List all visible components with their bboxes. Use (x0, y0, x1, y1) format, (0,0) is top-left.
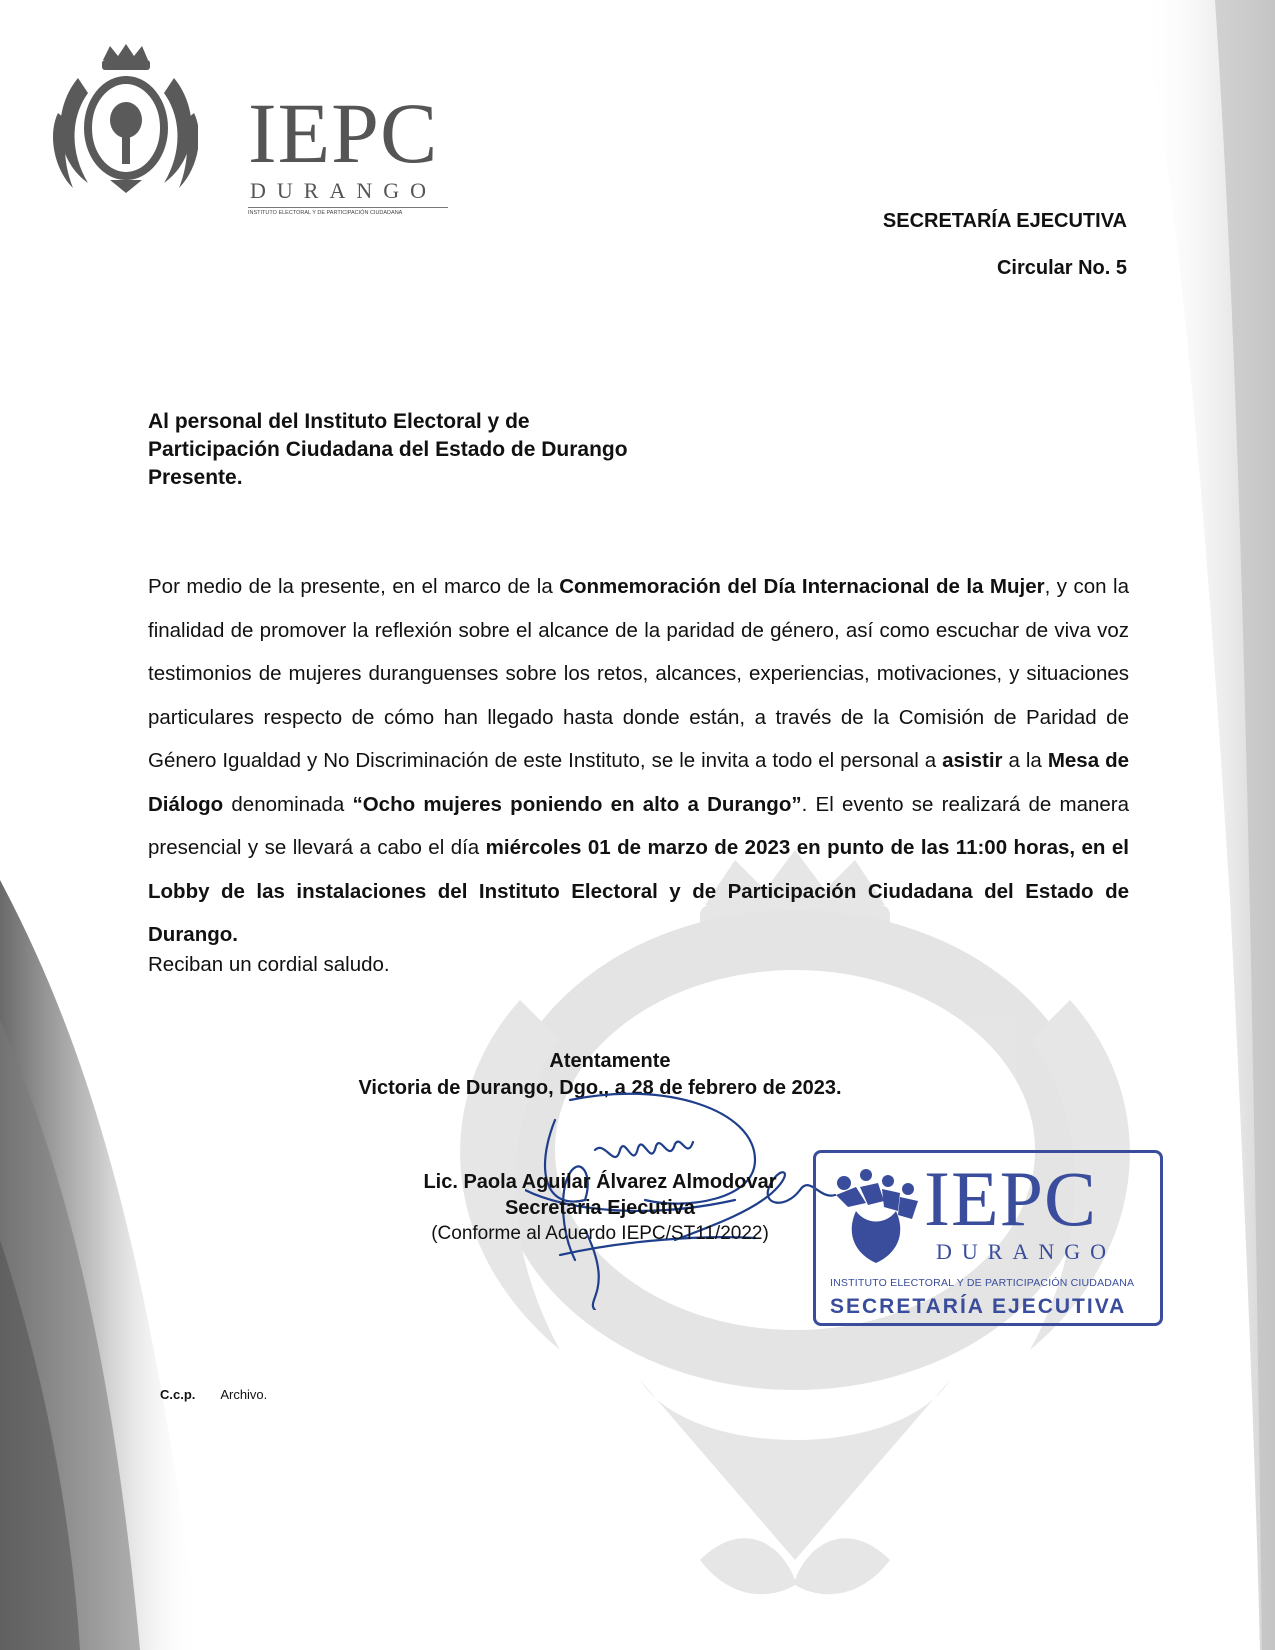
body-paragraph (148, 565, 1129, 957)
body-text-1: Por medio de la presente, en el marco de la (148, 575, 560, 598)
stamp-institute: INSTITUTO ELECTORAL Y DE PARTICIPACIÓN CIUDADANA (830, 1277, 1135, 1289)
ccp-value: Archivo. (220, 1387, 268, 1402)
circular-number: Circular No. 5 (996, 257, 1127, 279)
iepc-logo (48, 38, 439, 216)
stamp-office: SECRETARÍA EJECUTIVA (830, 1295, 1127, 1318)
body-text-3: a la (1002, 749, 1048, 772)
ccp-label: C.c.p. (160, 1387, 196, 1402)
logo-institute: INSTITUTO ELECTORAL Y DE PARTICIPACIÓN CIUDADANA (248, 207, 448, 216)
body-text-2: , y con la finalidad de promover la reflexión sobre el alcance de la paridad de género, así como escuchar de viva voz testimonios de mujeres duranguenses sobre los retos, alcances, experiencias, motivaciones, y situaciones particulares respecto de cómo han llegado hasta donde están, a través de la Comisión de Paridad de Género Igualdad y No Discriminación de este Instituto, se le invita a todo el personal a (148, 575, 1129, 772)
coat-of-arms-icon (48, 38, 198, 193)
signer-name: Lic. Paola Aguilar Álvarez Almodovar (423, 1171, 777, 1193)
stamp-emblem-icon (826, 1163, 926, 1268)
department-heading: SECRETARÍA EJECUTIVA (882, 210, 1127, 232)
body-bold-panel: Mesa de Diálogo (148, 749, 1129, 816)
logo-title: IEPC (248, 85, 439, 181)
logo-subtitle: DURANGO (250, 178, 437, 203)
body-text-5: . El evento se realizará de manera presencial y se llevará a cabo el día (148, 792, 1130, 859)
regards-text: Atentamente (549, 1050, 671, 1072)
signer-note: (Conforme al Acuerdo IEPC/ST11/2022) (431, 1223, 769, 1244)
signer-block (300, 1171, 900, 1245)
logo-wordmark (248, 85, 448, 216)
body-bold-title: “Ocho mujeres poniendo en alto a Durango” (352, 792, 802, 816)
addressee-line-1: Al personal del Instituto Electoral y de (148, 410, 530, 433)
body-bold-event: Conmemoración del Día Internacional de la Mujer (559, 575, 1045, 598)
body-bold-attend: asistir (942, 749, 1003, 772)
addressee-line-3: Presente. (148, 466, 243, 489)
place-date: Victoria de Durango, Dgo., a 28 de febrero de 2023. (358, 1077, 842, 1099)
body-text-4: denominada (223, 792, 353, 816)
signer-title: Secretaria Ejecutiva (504, 1197, 696, 1219)
greeting: Reciban un cordial saludo. (148, 953, 390, 976)
carbon-copy-line (160, 1387, 267, 1402)
stamp-subtitle: DURANGO (936, 1239, 1116, 1264)
official-stamp (813, 1150, 1163, 1326)
addressee-line-2: Participación Ciudadana del Estado de Durango (148, 438, 628, 461)
addressee-block (148, 408, 628, 492)
body-bold-datetime: miércoles 01 de marzo de 2023 en punto de las 11:00 horas, en el Lobby de las instalaciones del Instituto Electoral y de Participación Ciudadana del Estado de Durango. (148, 836, 1130, 946)
stamp-title: IEPC (924, 1155, 1098, 1242)
